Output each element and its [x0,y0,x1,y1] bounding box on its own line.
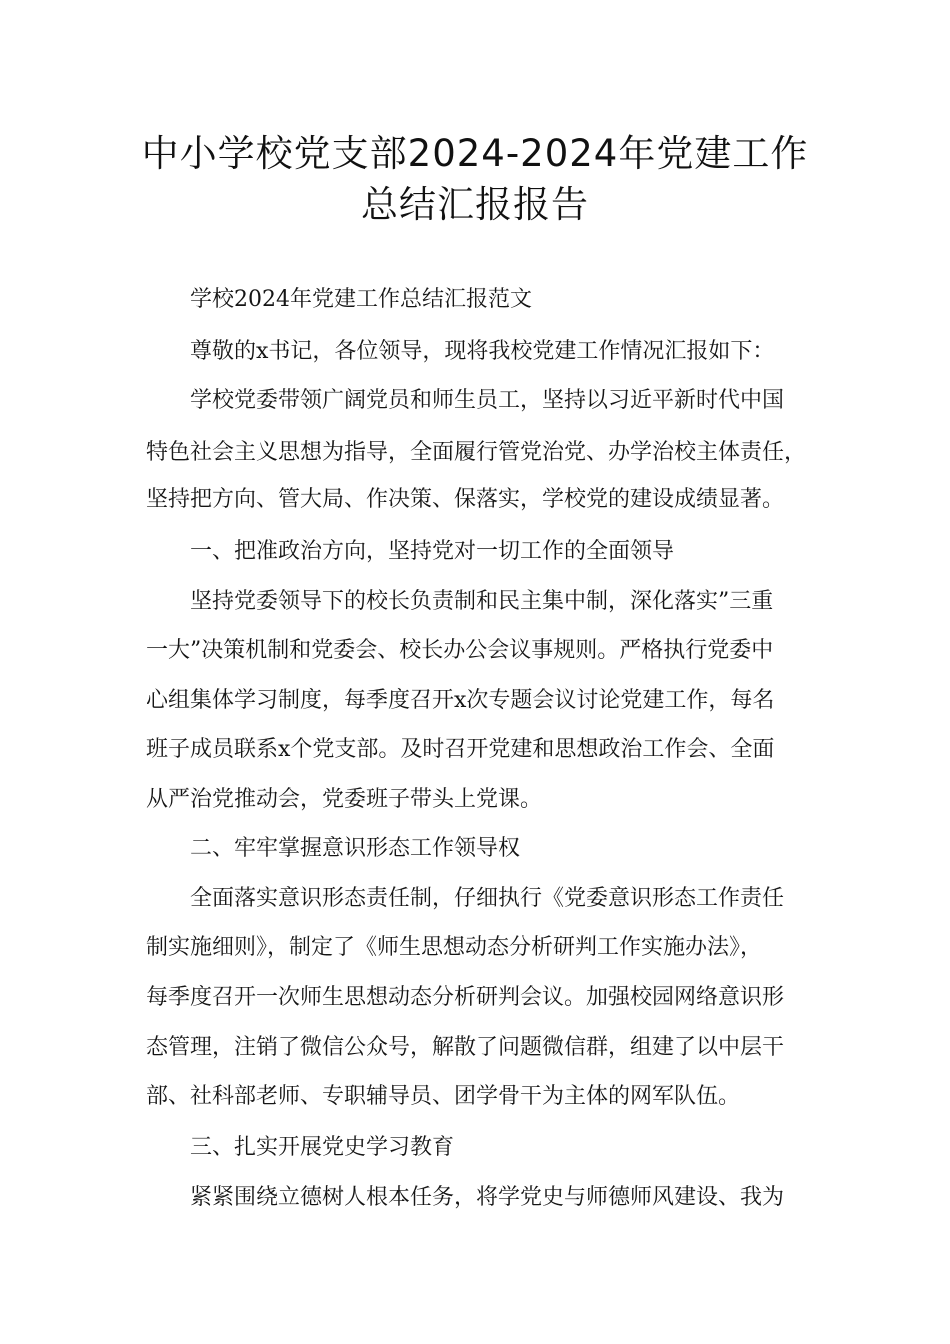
paragraph-line: 坚持党委领导下的校长负责制和民主集中制，深化落实”三重 [190,589,774,614]
paragraph-line: 全面落实意识形态责任制，仔细执行《党委意识形态工作责任 [190,886,785,911]
paragraph-line: 坚持把方向、管大局、作决策、保落实，学校党的建设成绩显著。 [146,487,785,512]
paragraph-line: 心组集体学习制度，每季度召开x次专题会议讨论党建工作，每名 [146,688,775,713]
document-title-line-1: 中小学校党支部2024-2024年党建工作 [141,132,809,175]
document-title-line-2: 总结汇报报告 [361,183,589,226]
paragraph-line: 班子成员联系x个党支部。及时召开党建和思想政治工作会、全面 [146,737,775,762]
section-heading-3: 三、扎实开展党史学习教育 [190,1135,455,1160]
paragraph-line: 紧紧围绕立德树人根本任务，将学党史与师德师风建设、我为 [190,1185,785,1210]
section-heading-1: 一、把准政治方向，坚持党对一切工作的全面领导 [190,539,675,564]
subtitle-line: 学校2024年党建工作总结汇报范文 [190,287,532,312]
paragraph-line: 一大”决策机制和党委会、校长办公会议事规则。严格执行党委中 [146,638,774,663]
paragraph-line: 从严治党推动会，党委班子带头上党课。 [146,787,543,812]
paragraph-line: 特色社会主义思想为指导，全面履行管党治党、办学治校主体责任， [146,440,807,465]
paragraph-line: 每季度召开一次师生思想动态分析研判会议。加强校园网络意识形 [146,985,785,1010]
paragraph-line: 部、社科部老师、专职辅导员、团学骨干为主体的网军队伍。 [146,1084,741,1109]
paragraph-line: 制实施细则》，制定了《师生思想动态分析研判工作实施办法》， [146,935,763,960]
salutation-line: 尊敬的x书记，各位领导，现将我校党建工作情况汇报如下： [190,339,775,364]
paragraph-line: 态管理，注销了微信公众号，解散了问题微信群，组建了以中层干 [146,1035,785,1060]
paragraph-line: 学校党委带领广阔党员和师生员工，坚持以习近平新时代中国 [190,388,785,413]
section-heading-2: 二、牢牢掌握意识形态工作领导权 [190,836,521,861]
